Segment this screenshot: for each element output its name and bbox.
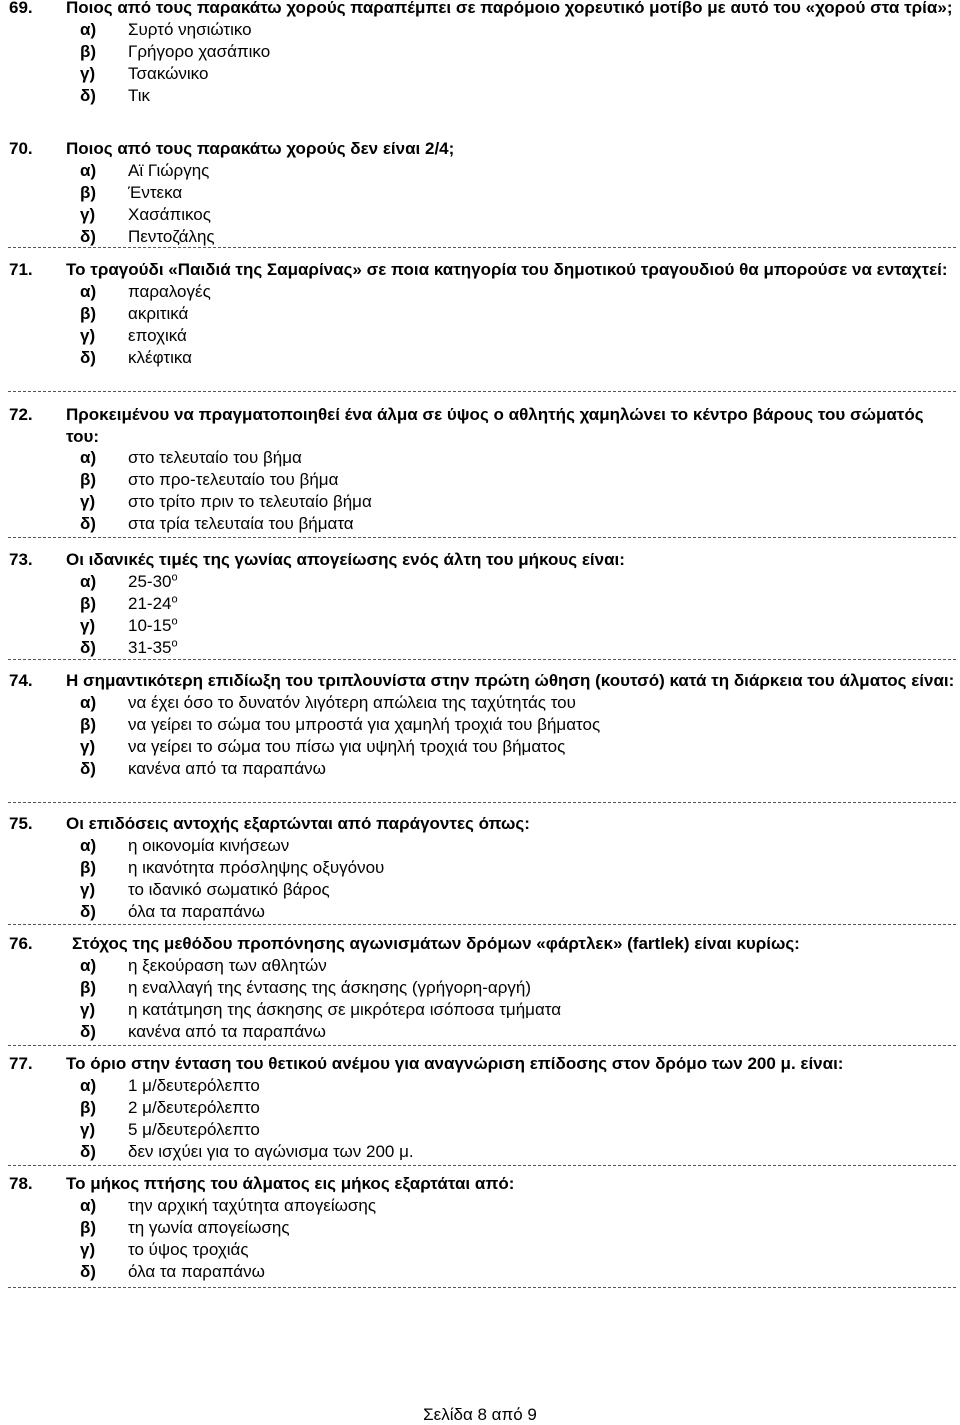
divider [8,802,956,803]
option-d: δ) κλέφτικα [80,347,192,367]
divider [8,391,956,392]
option-b: β) 2 μ/δευτερόλεπτο [80,1097,260,1117]
question-78 [0,1173,960,1283]
option-list [0,571,960,659]
option-list [0,281,960,369]
option-list [0,692,960,780]
option-c: γ) Χασάπικος [80,204,211,224]
option-c: γ) εποχικά [80,325,187,345]
option-d: δ) Τικ [80,85,151,105]
question-number: 74. [9,671,33,690]
option-b: β) $21-24^o$ [80,592,178,613]
question-text: Το τραγούδι «Παιδιά της Σαμαρίνας» σε ποια κατηγορία του δημοτικού τραγουδιού θα μπορούσε να ενταχτεί: [66,260,948,279]
option-c: γ) Τσακώνικο [80,63,209,83]
option-c: γ) το ύψος τροχιάς [80,1239,249,1259]
option-c: γ) στο τρίτο πριν το τελευταίο βήμα [80,492,372,511]
option-a: α) Αϊ Γιώργης [80,160,210,180]
question-text: Ποιος από τους παρακάτω χορούς δεν είναι 2/4; [66,139,455,158]
question-69 [0,0,960,107]
question-text: Προκειμένου να πραγματοποιηθεί ένα άλμα σε ύψος ο αθλητής χαμηλώνει το κέντρο βάρους του σώματός του: [66,405,924,446]
option-d: δ) δεν ισχύει για το αγώνισμα των 200 μ. [80,1141,414,1161]
option-list [0,160,960,248]
divider [8,1165,956,1166]
question-text: Η σημαντικότερη επιδίωξη του τριπλουνίστα στην πρώτη ώθηση (κουτσό) κατά τη διάρκεια του άλματος είναι: [66,671,955,690]
option-a: α) την αρχική ταχύτητα απογείωσης [80,1195,377,1215]
divider [8,1287,956,1288]
option-c: γ) να γείρει το σώμα του πίσω για υψηλή τροχιά του βήματος [80,736,566,756]
question-text: Το όριο στην ένταση του θετικού ανέμου για αναγνώριση επίδοσης στον δρόμο των 200 μ. είναι: [66,1054,844,1073]
option-b: β) να γείρει το σώμα του μπροστά για χαμηλή τροχιά του βήματος [80,714,601,734]
option-a: α) $25-30^o$ [80,570,178,591]
divider [8,659,956,660]
question-number: 76. [9,934,33,953]
option-a: α) η ξεκούραση των αθλητών [80,955,327,975]
question-text: Οι ιδανικές τιμές της γωνίας απογείωσης ενός άλτη του μήκους είναι: [66,550,625,569]
option-c: γ) η κατάτμηση της άσκησης σε μικρότερα ισόποσα τμήματα [80,999,562,1019]
option-b: β) στο προ-τελευταίο του βήμα [80,470,339,489]
divider [8,924,956,925]
question-number: 78. [9,1174,33,1193]
question-71 [0,259,960,369]
question-72 [0,404,960,535]
divider [8,1045,956,1046]
option-list [0,835,960,923]
question-number: 72. [9,405,33,424]
option-d: δ) στα τρία τελευταία του βήματα [80,514,354,533]
option-list [0,1075,960,1163]
option-a: α) 1 μ/δευτερόλεπτο [80,1075,260,1095]
question-text: Ποιος από τους παρακάτω χορούς παραπέμπει σε παρόμοιο χορευτικό μοτίβο με αυτό του «χορού στα τρία»; [66,0,953,17]
question-74 [0,670,960,780]
divider [8,247,956,248]
degree-mark: ο [171,592,178,605]
question-text: Στόχος της μεθόδου προπόνησης αγωνισμάτων δρόμων «φάρτλεκ» (fartlek) είναι κυρίως: [72,934,800,953]
option-list [0,19,960,107]
question-number: 71. [9,260,33,279]
option-b: β) ακριτικά [80,303,189,323]
option-list [0,447,960,535]
question-number: 75. [9,814,33,833]
option-d: δ) όλα τα παραπάνω [80,901,265,921]
question-76 [0,933,960,1043]
degree-mark: ο [171,614,178,627]
question-73 [0,549,960,659]
option-a: α) η οικονομία κινήσεων [80,835,290,855]
question-75 [0,813,960,923]
option-d: δ) όλα τα παραπάνω [80,1261,265,1281]
option-d: δ) $31-35^o$ [80,636,178,657]
option-b: β) τη γωνία απογείωσης [80,1217,290,1237]
option-a: α) στο τελευταίο του βήμα [80,448,302,467]
question-number: 70. [9,139,33,158]
question-text: Οι επιδόσεις αντοχής εξαρτώνται από παράγοντες όπως: [66,814,530,833]
option-b: β) η ικανότητα πρόσληψης οξυγόνου [80,857,385,877]
divider [8,537,956,538]
option-b: β) η εναλλαγή της έντασης της άσκησης (γρήγορη-αργή) [80,977,532,997]
option-list [0,955,960,1043]
question-number: 77. [9,1054,33,1073]
question-number: 69. [9,0,33,17]
question-70 [0,138,960,248]
option-a: α) παραλογές [80,281,211,301]
option-d: δ) κανένα από τα παραπάνω [80,758,326,778]
question-number: 73. [9,550,33,569]
option-b: β) Γρήγορο χασάπικο [80,41,271,61]
degree-mark: ο [171,636,178,649]
option-c: γ) 5 μ/δευτερόλεπτο [80,1119,260,1139]
question-77 [0,1053,960,1163]
option-c: γ) $10-15^o$ [80,614,178,635]
option-a: α) Συρτό νησιώτικο [80,19,252,39]
degree-mark: ο [171,570,178,583]
question-text: Το μήκος πτήσης του άλματος εις μήκος εξαρτάται από: [66,1174,515,1193]
option-d: δ) Πεντοζάλης [80,226,215,246]
option-a: α) να έχει όσο το δυνατόν λιγότερη απώλεια της ταχύτητάς του [80,692,576,712]
option-c: γ) το ιδανικό σωματικό βάρος [80,879,330,899]
option-list [0,1195,960,1283]
option-d: δ) κανένα από τα παραπάνω [80,1021,326,1041]
option-b: β) Έντεκα [80,182,183,202]
page-footer: Σελίδα 8 από 9 [423,1405,537,1424]
